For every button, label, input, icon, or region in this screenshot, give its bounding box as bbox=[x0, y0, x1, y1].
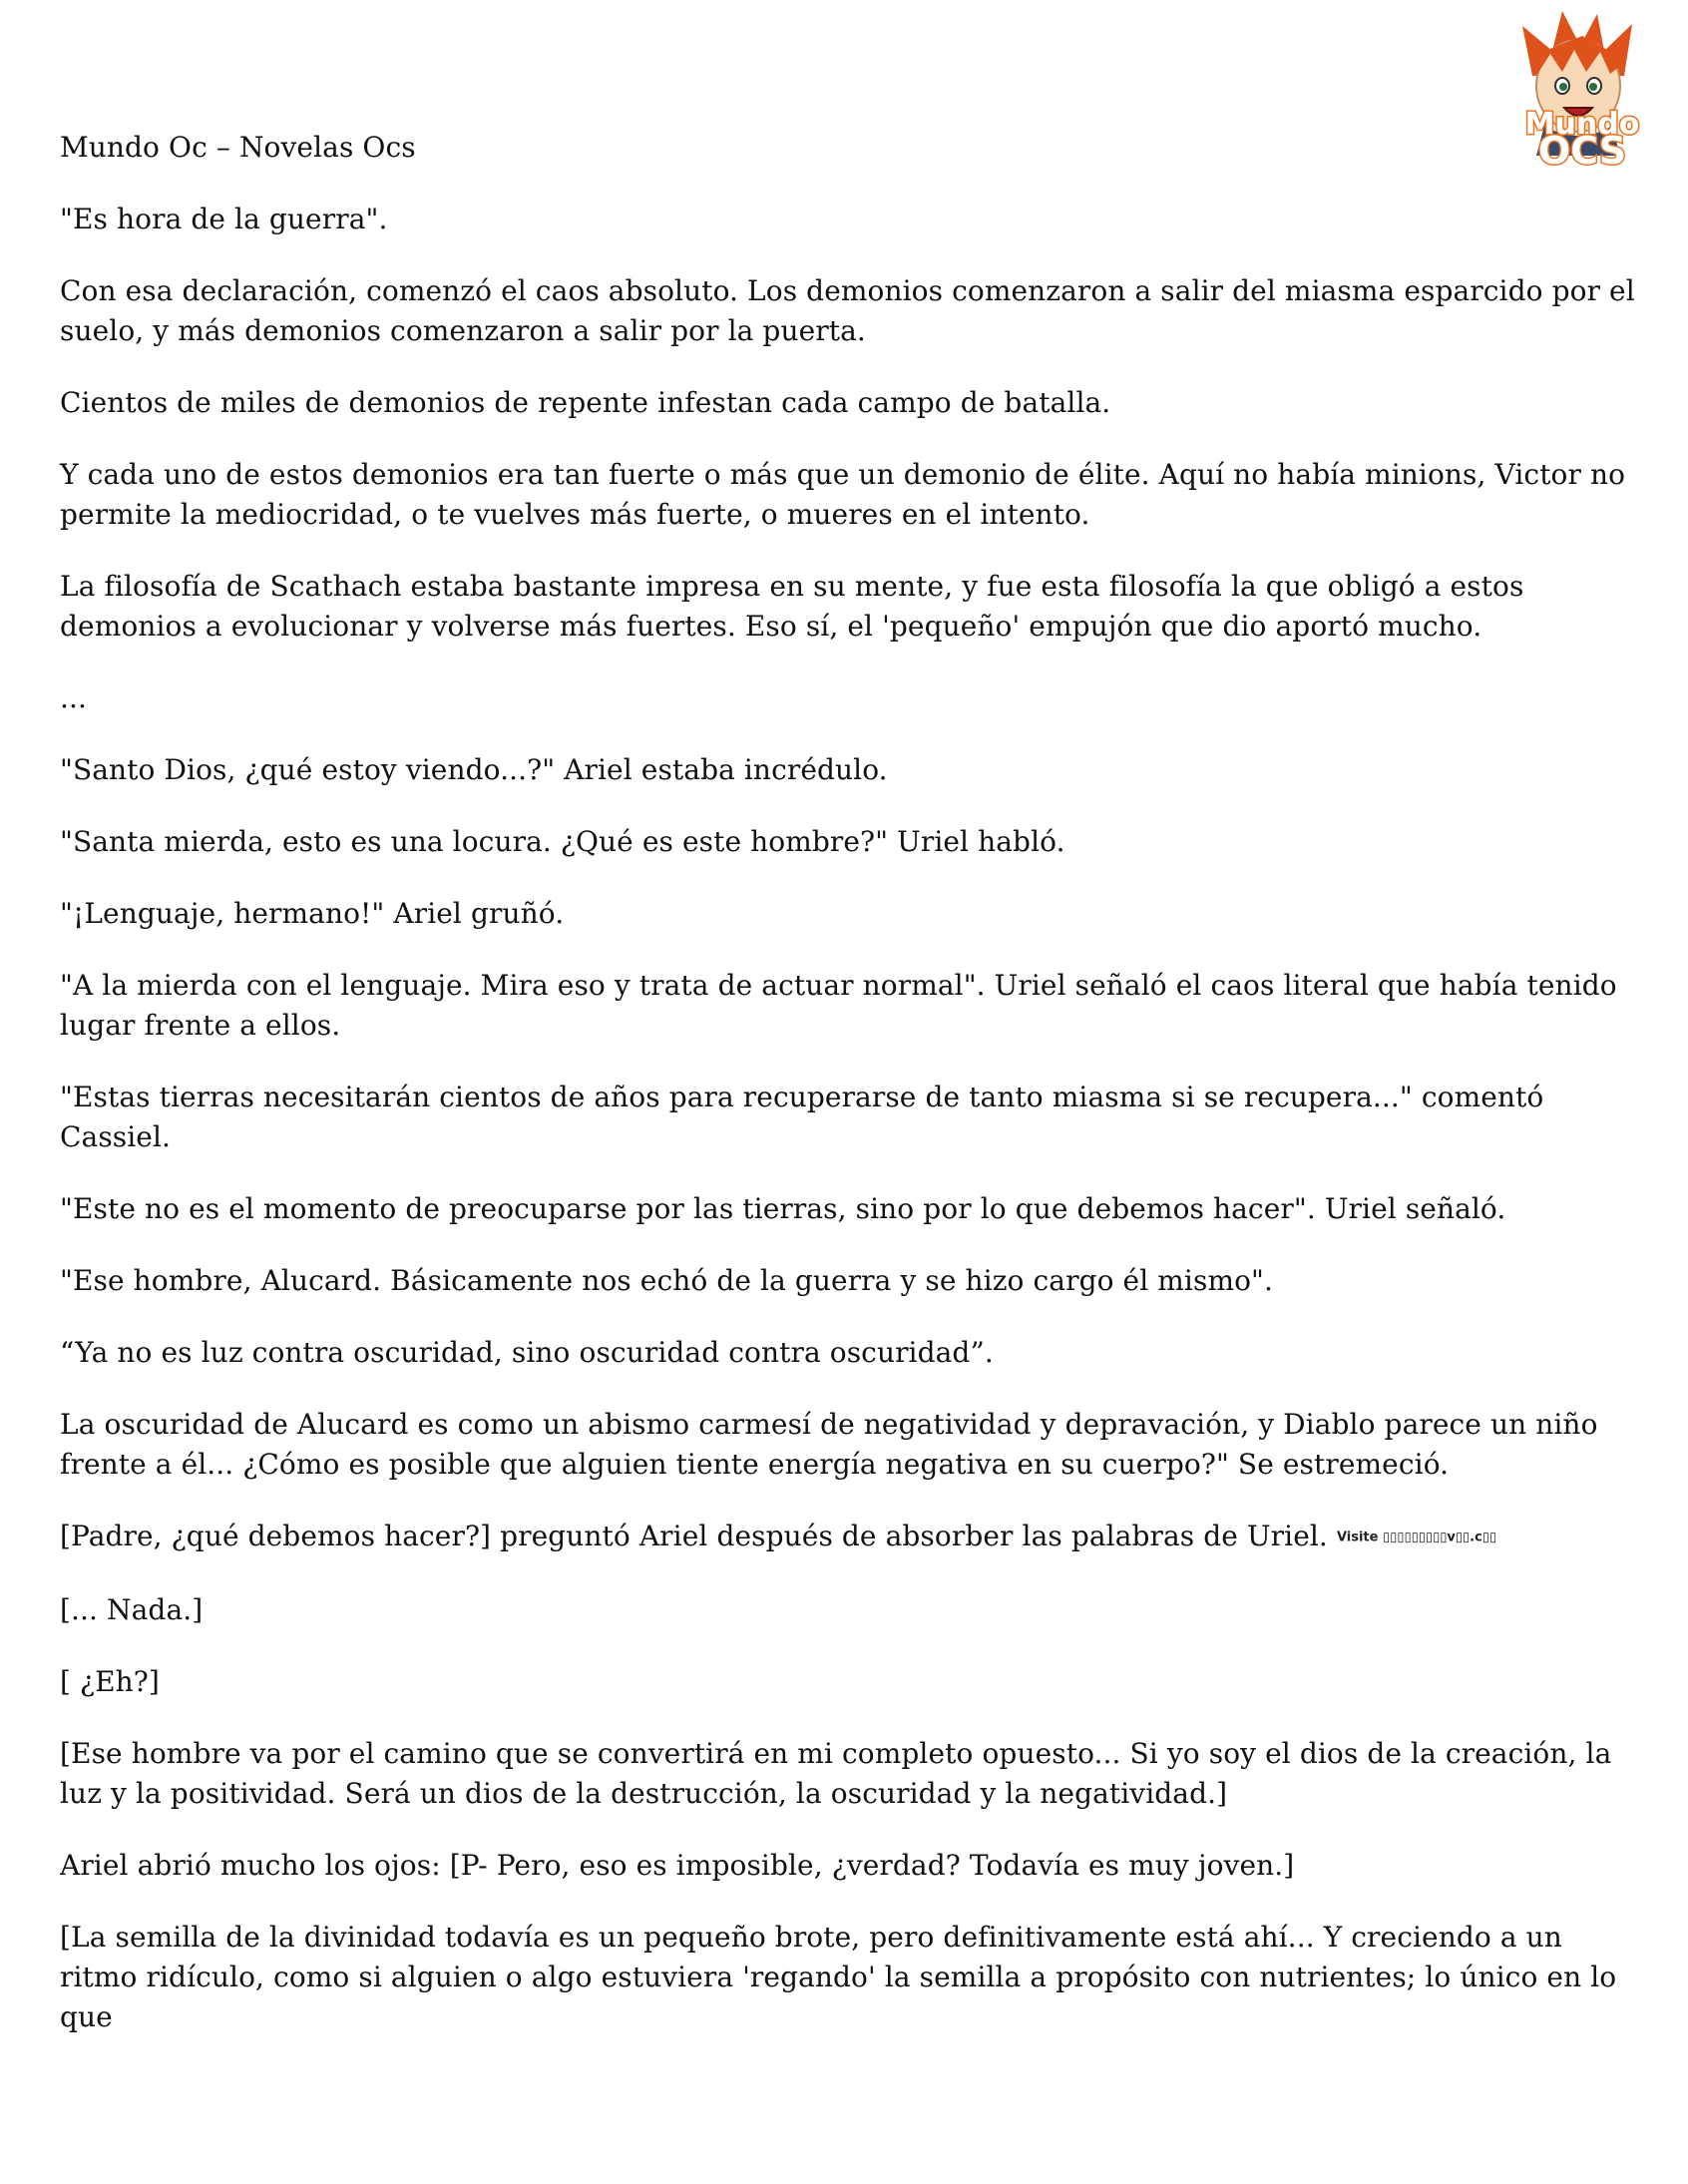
paragraph: [... Nada.] bbox=[60, 1592, 204, 1626]
paragraph: "¡Lenguaje, hermano!" Ariel gruñó. bbox=[60, 897, 565, 930]
paragraph: "Ese hombre, Alucard. Básicamente nos echó de la guerra y se hizo cargo él mismo". bbox=[60, 1264, 1274, 1297]
logo-text-line2: OCS bbox=[1537, 129, 1627, 173]
paragraph: Ariel abrió mucho los ojos: [P- Pero, eso es imposible, ¿verdad? Todavía es muy joven.] bbox=[60, 1848, 1295, 1882]
paragraph: "Estas tierras necesitarán cientos de años para recuperarse de tanto miasma si se recupera..." comentó Cassiel. bbox=[60, 1081, 1544, 1153]
paragraph: "Este no es el momento de preocuparse por las tierras, sino por lo que debemos hacer". Uriel señaló. bbox=[60, 1192, 1506, 1225]
paragraph: [La semilla de la divinidad todavía es un pequeño brote, pero definitivamente está ahí... Y creciendo a un ritmo ridículo, como si alguien o algo estuviera 'regando' la semilla a propósito con nutrientes; lo único en lo que bbox=[60, 1920, 1617, 2033]
document-body bbox=[60, 128, 1636, 2069]
watermark-text: Visite ▯▯▯▯▯▯▯▯▯v▯▯.c▯▯ bbox=[1336, 1529, 1497, 1545]
paragraph: [Ese hombre va por el camino que se convertirá en mi completo opuesto... Si yo soy el dios de la creación, la luz y la positividad. Será un dios de la destrucción, la oscuridad y la negatividad.] bbox=[60, 1736, 1612, 1810]
logo-text-line1: Mundo bbox=[1524, 107, 1640, 142]
paragraph-with-watermark bbox=[60, 1517, 1636, 1558]
paragraph: "A la mierda con el lenguaje. Mira eso y trata de actuar normal". Uriel señaló el caos literal que había tenido lugar frente a ellos. bbox=[60, 969, 1617, 1042]
paragraph: "Es hora de la guerra". bbox=[60, 203, 388, 235]
paragraph: La oscuridad de Alucard es como un abismo carmesí de negatividad y depravación, y Diablo parece un niño frente a él... ¿Cómo es posible que alguien tiente energía negativa en su cuerpo?" Se estremeció. bbox=[60, 1408, 1598, 1481]
paragraph: [ ¿Eh?] bbox=[60, 1664, 160, 1698]
paragraph: La filosofía de Scathach estaba bastante impresa en su mente, y fue esta filosofía la que obligó a estos demonios a evolucionar y volverse más fuertes. Eso sí, el 'pequeño' empujón que dio aportó mucho. bbox=[60, 570, 1524, 643]
paragraph: "Santo Dios, ¿qué estoy viendo...?" Ariel estaba incrédulo. bbox=[60, 753, 888, 786]
paragraph: Y cada uno de estos demonios era tan fuerte o más que un demonio de élite. Aquí no había minions, Victor no permite la mediocridad, o te vuelves más fuerte, o mueres en el intento. bbox=[60, 458, 1626, 531]
paragraph-text: [Padre, ¿qué debemos hacer?] preguntó Ariel después de absorber las palabras de Uriel. bbox=[60, 1520, 1328, 1552]
paragraph: Cientos de miles de demonios de repente infestan cada campo de batalla. bbox=[60, 386, 1111, 419]
document-header: Mundo Oc – Novelas Ocs bbox=[60, 131, 416, 164]
paragraph: Con esa declaración, comenzó el caos absoluto. Los demonios comenzaron a salir del miasma esparcido por el suelo, y más demonios comenzaron a salir por la puerta. bbox=[60, 274, 1635, 347]
paragraph: “Ya no es luz contra oscuridad, sino oscuridad contra oscuridad”. bbox=[60, 1336, 994, 1369]
paragraph: ... bbox=[60, 681, 88, 714]
paragraph: "Santa mierda, esto es una locura. ¿Qué es este hombre?" Uriel habló. bbox=[60, 825, 1065, 858]
